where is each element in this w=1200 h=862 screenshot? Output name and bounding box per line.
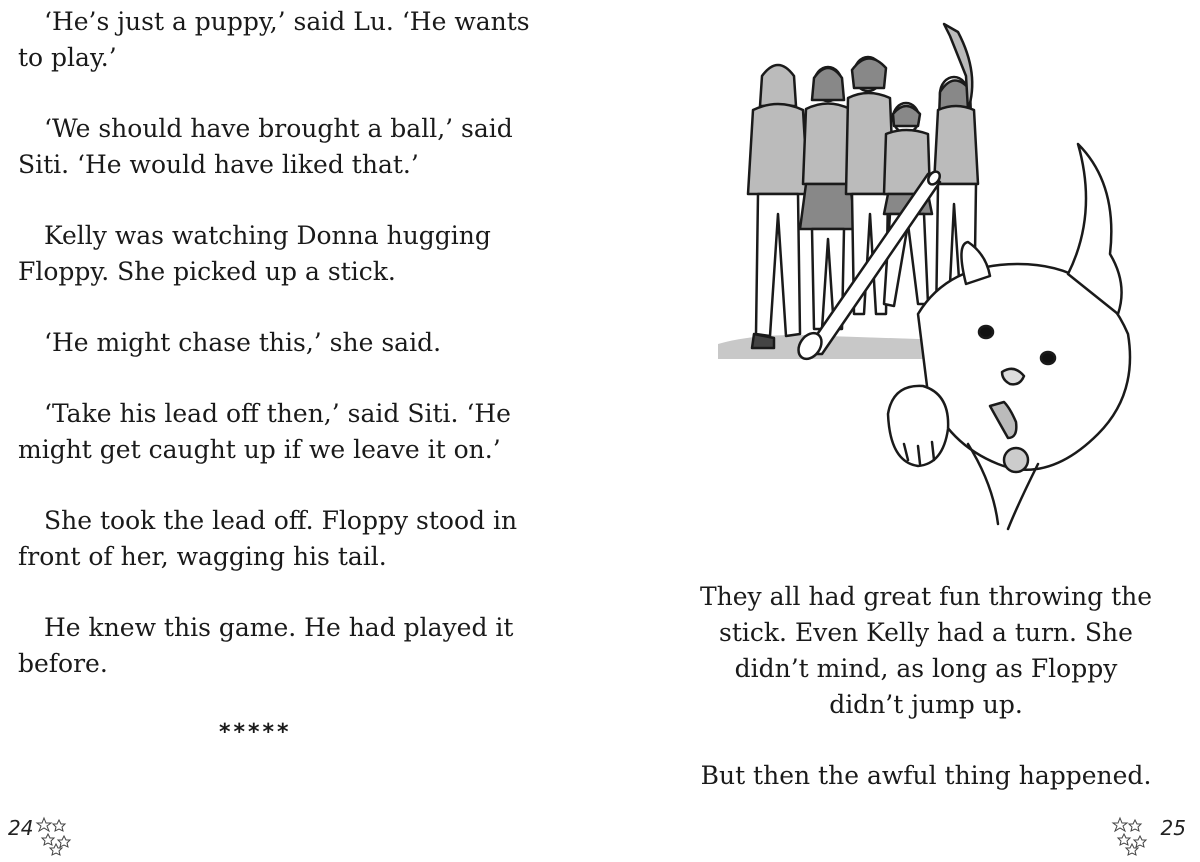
paragraph: But then the awful thing happened. xyxy=(700,761,1152,790)
paragraph: ‘He’s just a puppy,’ said Lu. ‘He wants to play.’ xyxy=(18,7,530,72)
right-page xyxy=(600,0,1200,862)
girls-and-puppy-stick-illustration-icon xyxy=(718,14,1148,534)
paragraph: ‘He might chase this,’ she said. xyxy=(44,328,442,357)
right-page-text xyxy=(696,579,1156,829)
stars-ornament-icon xyxy=(34,816,80,856)
stars-ornament-icon xyxy=(1110,816,1156,856)
paragraph: ‘We should have brought a ball,’ said Siti. ‘He would have liked that.’ xyxy=(18,114,513,179)
paragraph: They all had great fun throwing the stick. Even Kelly had a turn. She didn’t mind, as long as Floppy didn’t jump up. xyxy=(699,582,1153,719)
paragraph: Kelly was watching Donna hugging Floppy. She picked up a stick. xyxy=(18,221,491,286)
page-number-right: 25 xyxy=(1160,816,1186,840)
scene-separator: ***** xyxy=(219,720,292,745)
paragraph: She took the lead off. Floppy stood in front of her, wagging his tail. xyxy=(18,506,518,571)
page-number-left: 24 xyxy=(8,816,34,840)
paragraph: ‘Take his lead off then,’ said Siti. ‘He might get caught up if we leave it on.’ xyxy=(18,399,511,464)
paragraph: He knew this game. He had played it before. xyxy=(18,613,514,678)
left-page-text xyxy=(18,4,538,717)
